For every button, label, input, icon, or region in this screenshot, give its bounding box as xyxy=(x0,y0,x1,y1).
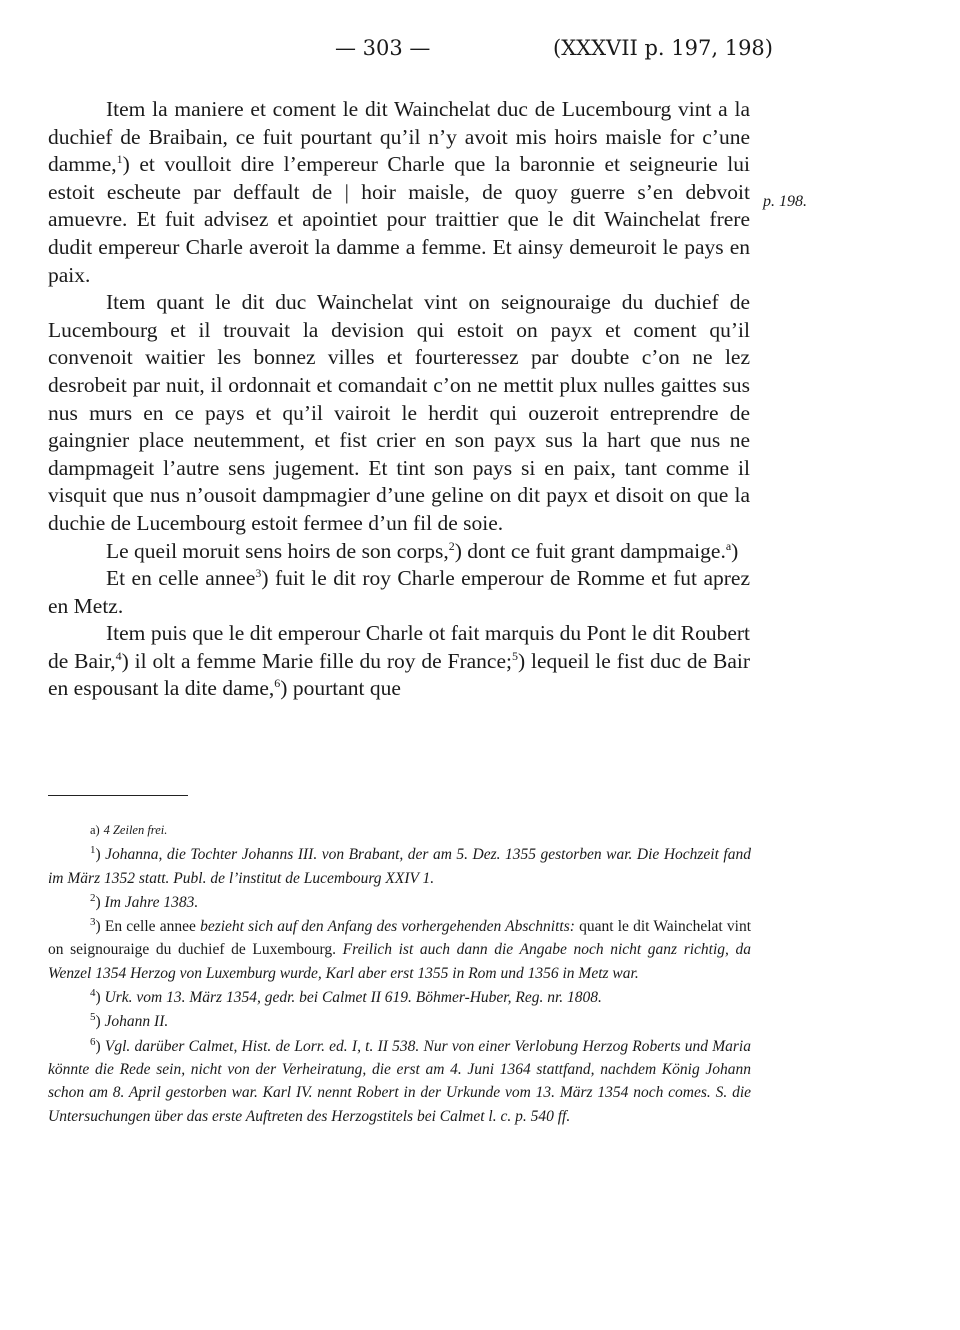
page-number: — 303 — xyxy=(335,36,431,60)
main-text xyxy=(48,96,750,703)
paragraph-2: Item quant le dit duc Wainchelat vint on seignouraige du duchief de Lucembourg et il trouvait la devision qui estoit on payx et coment qu’il convenoit waitier les bonnez villes et fourteressez par doubte c’on ne lez desrobeit par nuit, il ordonnait et comandait c’on ne mettit plux nulles gaittes sus nus murs en ce pays et qu’il vairoit le herdit qui ouzeroit entreprendre de gaingnier place neutemment, et fist crier en son payx sus la hart que nus ne dampmageit l’autre sens jugement. Et tint son pays si en paix, tant comme il visquit que nus n’ousoit dampmagier d’une geline on dit payx et disoit on que la duchie de Lucembourg estoit fermee d’un fil de soie. xyxy=(48,290,750,535)
footnote-ref-4[interactable]: 4 xyxy=(115,648,122,663)
footnote-3: $^3$) En celle annee bezieht sich auf den Anfang des vorhergehenden Abschnitts: quant le dit Wainchelat vint on seignouraige du duchief de Luxembourg. Freilich ist auch dann die Angabe noch nicht ganz richtig, da Wenzel 1354 Herzog von Luxemburg wurde, Karl aber erst 1355 in Rom und 1356 in Metz war. xyxy=(48,916,752,982)
footnote-a: a) 4 Zeilen frei. xyxy=(90,823,168,837)
paragraph-1: Item la maniere et coment le dit Wainchelat duc de Lucembourg vint a la duchief de Braibain, ce fuit pourtant qu’il n’y avoit mis hoirs maisle for c’une damme,$^1$) et voulloit dire l’empereur Charle que la baronnie et seigneurie lui estoit escheute par deffault de | hoir maisle, de quoy guerre s’en debvoit amuevre. Et fuit advisez et apointiet pour traittier que le dit Wainchelat frere dudit empereur Charle averoit la damme a femme. Et ainsy demeuroit le pays en paix. xyxy=(48,97,750,287)
footnote-6: $^6$) Vgl. darüber Calmet, Hist. de Lorr. ed. I, t. II 538. Nur von einer Verlobung Herzog Roberts und Maria könnte die Rede sein, nicht von der Verheiratung, die erst am 4. Juni 1364 stattfand, nachdem König Johann schon am 8. April gestorben war. Karl IV. nennt Robert in der Urkunde vom 13. März 1354 noch comes. S. die Untersuchungen über das erste Auftreten des Herzogstitels bei Calmet l. c. p. 540 ff. xyxy=(48,1035,751,1125)
footnote-4: $^4$) Urk. vom 13. März 1354, gedr. bei Calmet II 619. Böhmer-Huber, Reg. nr. 1808. xyxy=(90,986,602,1007)
paragraph-3: Le queil moruit sens hoirs de son corps,$^2$) dont ce fuit grant dampmaige.$^a$) xyxy=(106,538,739,563)
footnote-divider xyxy=(48,795,188,796)
footnotes xyxy=(48,818,751,1129)
footnote-ref-2[interactable]: 2 xyxy=(448,538,455,553)
footnote-ref-6[interactable]: 6 xyxy=(274,676,281,691)
paragraph-5: Item puis que le dit emperour Charle ot fait marquis du Pont le dit Roubert de Bair,$^4$) il olt a femme Marie fille du roy de France;$^5$) lequeil le fist duc de Bair en espousant la dite dame,$^6$) pourtant que xyxy=(48,621,750,701)
source-reference: (XXXVII p. 197, 198) xyxy=(553,36,773,60)
footnote-2: $^2$) Im Jahre 1383. xyxy=(90,891,199,911)
footnote-1: $^1$) Johanna, die Tochter Johanns III. von Brabant, der am 5. Dez. 1355 gestorben war. Die Hochzeit fand im März 1352 statt. Publ. de l’institut de Lucembourg XXIV 1. xyxy=(48,844,751,887)
footnote-ref-5[interactable]: 5 xyxy=(511,648,518,663)
margin-page-note: p. 198. xyxy=(763,193,807,210)
footnote-5: $^5$) Johann II. xyxy=(90,1011,169,1031)
running-head xyxy=(0,36,960,66)
paragraph-4: Et en celle annee$^3$) fuit le dit roy Charle emperour de Romme et fut aprez en Metz. xyxy=(48,565,750,618)
footnote-ref-1[interactable]: 1 xyxy=(116,152,123,167)
footnote-ref-3[interactable]: 3 xyxy=(255,565,262,580)
footnote-ref-a[interactable]: a xyxy=(725,538,732,553)
